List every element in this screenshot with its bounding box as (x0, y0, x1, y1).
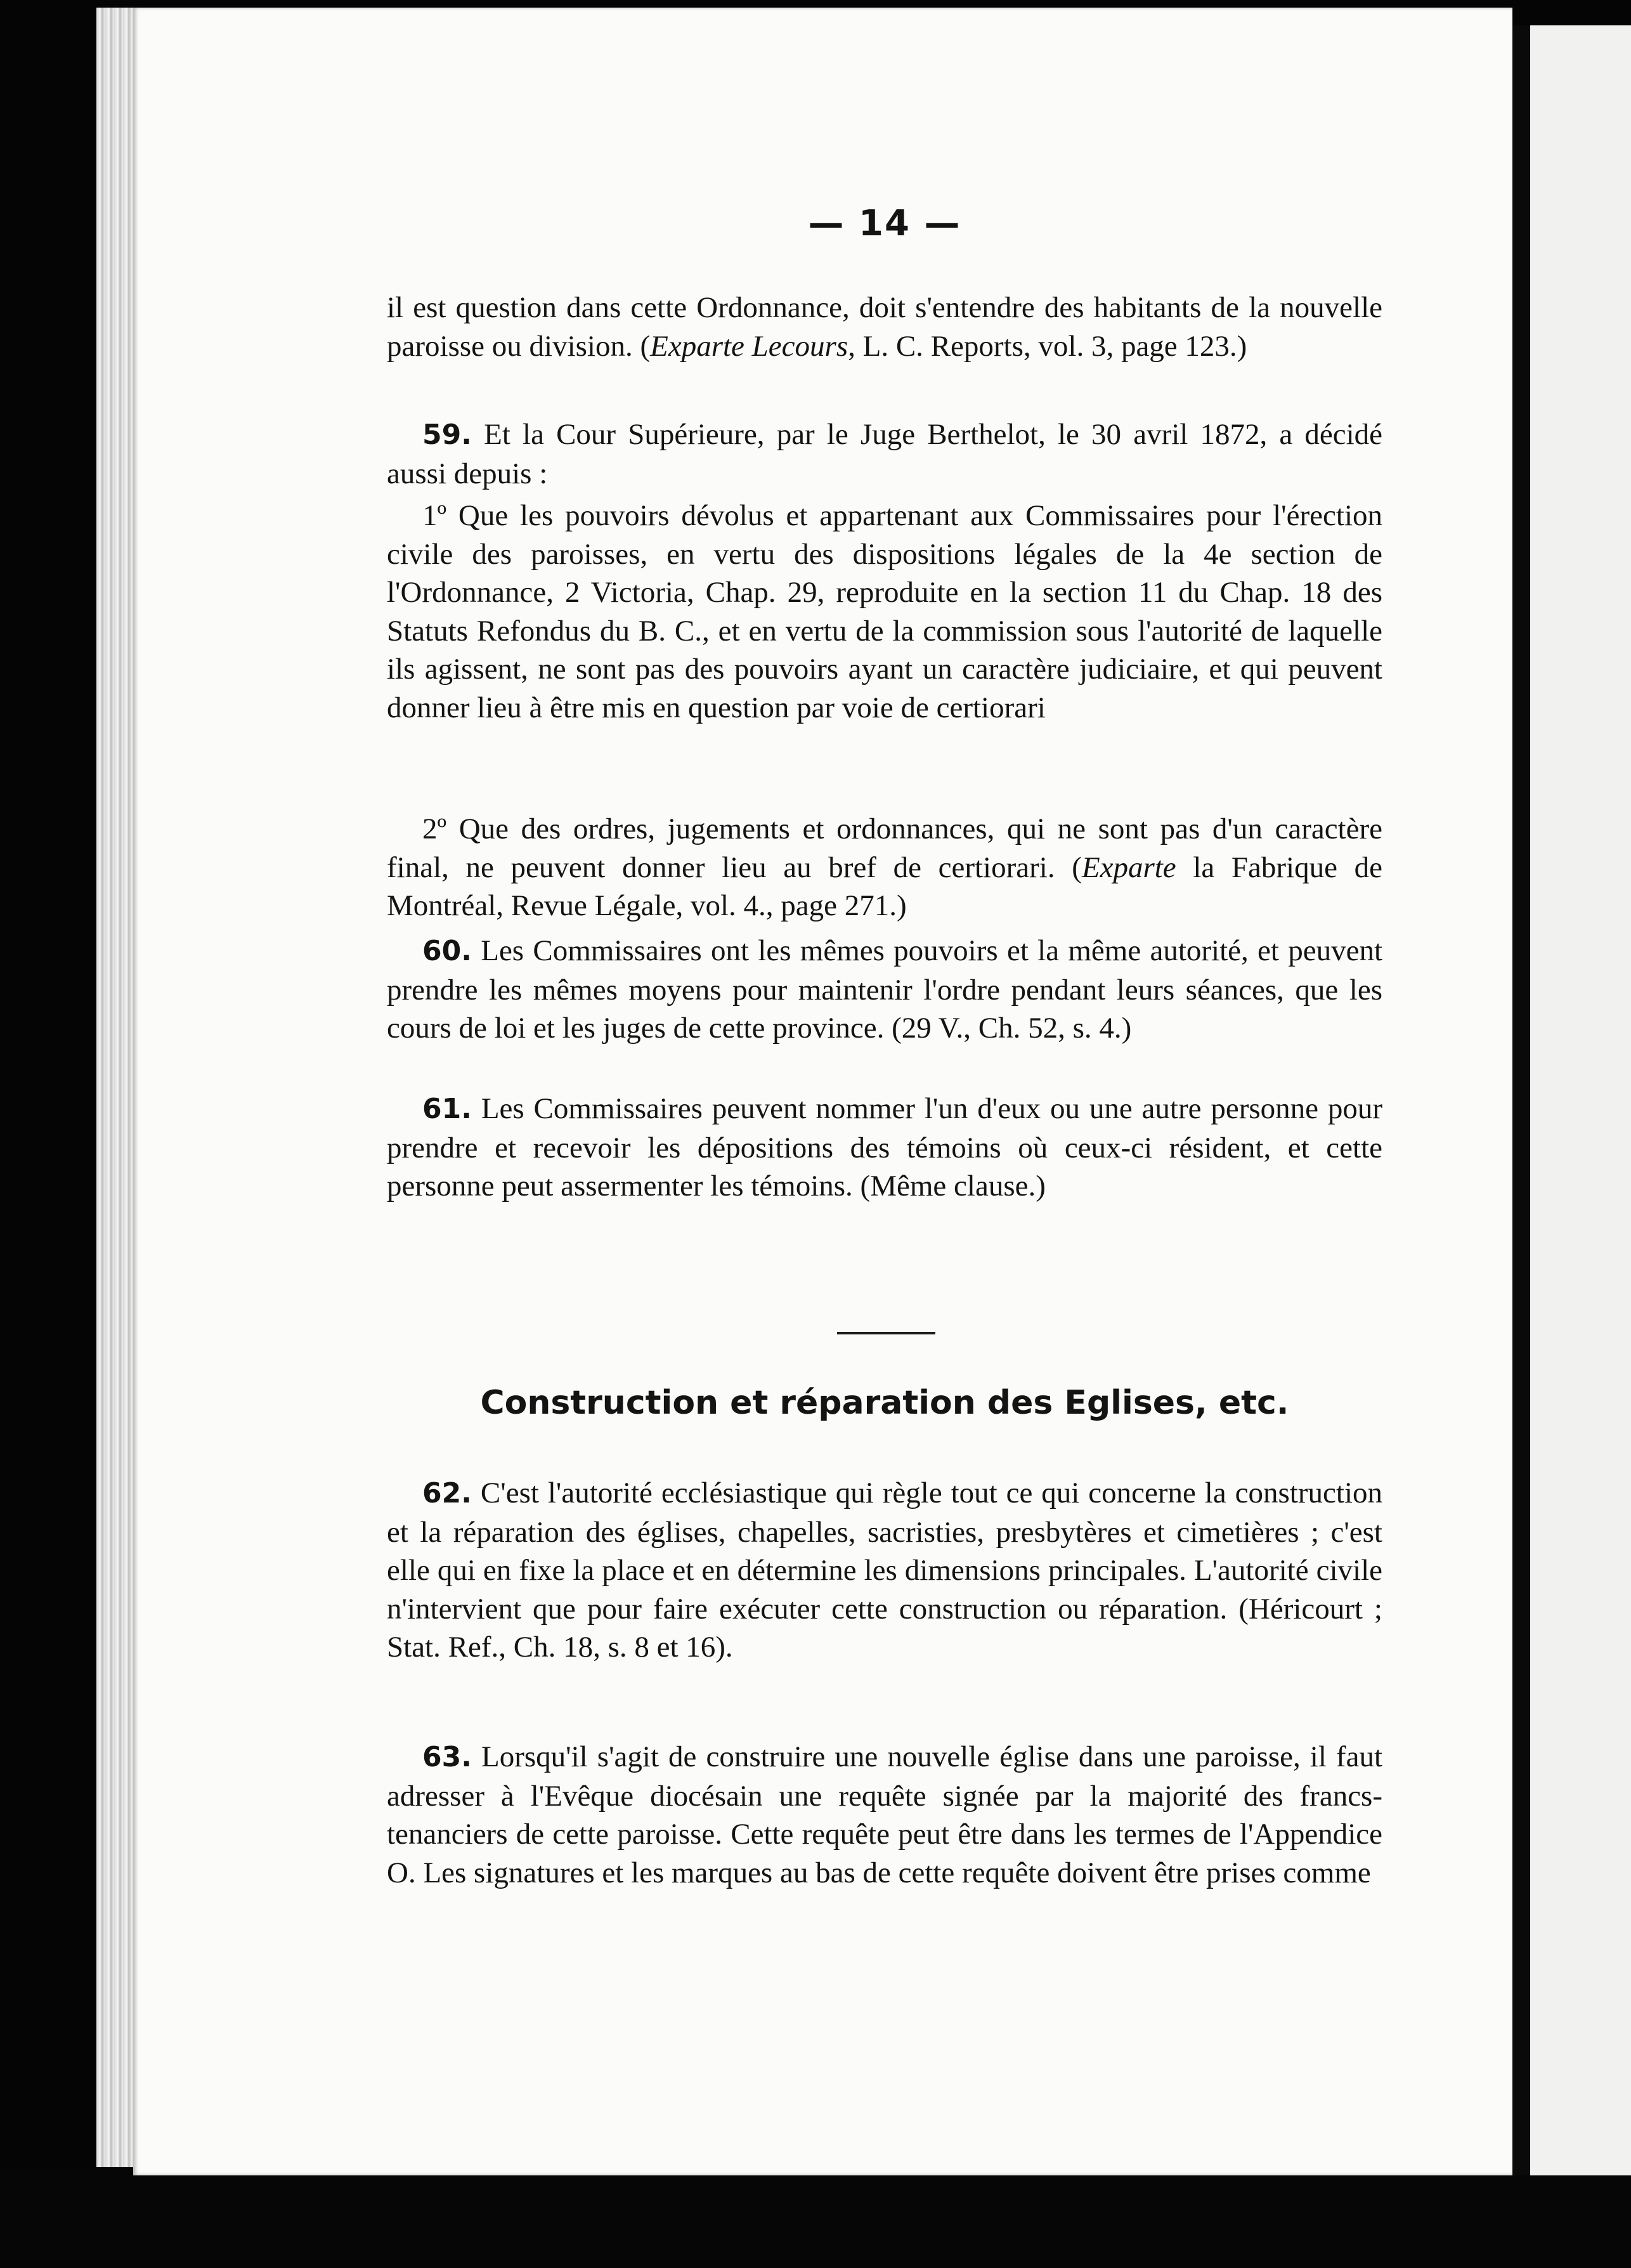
paragraph-number: 59. (422, 419, 472, 451)
paragraph-text: 1º Que les pouvoirs dévolus et appartenant aux Commissaires pour l'érection civile des paroisses, en vertu des dispositions légales de la 4e section de l'Ordonnance, 2 Victoria, Chap. 29, reproduite en la section 11 du Chap. 18 des Statuts Refondus du B. C., et en vertu de la commission sous l'autorité de laquelle ils agissent, ne sont pas des pouvoirs ayant un caractère judiciaire, et qui peuvent donner lieu à être mis en question par voie de certiorari (387, 499, 1382, 724)
paragraph-text: Les Commissaires ont les mêmes pouvoirs et la même autorité, et peuvent prendre les mêmes moyens pour maintenir l'ordre pendant leurs séances, que les cours de loi et les juges de cette province. (29 V., Ch. 52, s. 4.) (387, 934, 1382, 1045)
paragraph-61 (387, 1090, 1382, 1206)
paragraph-text: Lorsqu'il s'agit de construire une nouvelle église dans une paroisse, il faut adresser à l'Evêque diocésain une requête signée par la majorité des francs-tenanciers de cette paroisse. Cette requête peut être dans les termes de l'Appendice O. Les signatures et les marques au bas de cette requête doivent être prises comme (387, 1740, 1382, 1889)
paragraph-continuation (387, 289, 1382, 365)
paragraph-59-item-1 (387, 497, 1382, 727)
paragraph-number: 61. (422, 1093, 472, 1125)
paragraph-number: 62. (422, 1477, 472, 1509)
paragraph-number: 63. (422, 1741, 472, 1773)
paragraph-text: Les Commissaires peuvent nommer l'un d'eux ou une autre personne pour prendre et recevoir les dépositions des témoins où ceux-ci résident, et cette personne peut assermenter les témoins. (Même clause.) (387, 1092, 1383, 1202)
continuation-end: , L. C. Reports, vol. 3, page 123.) (848, 329, 1247, 363)
paragraph-62 (387, 1474, 1382, 1667)
bottom-scan-margin (0, 2175, 1631, 2268)
continuation-text: il est question dans cette Ordonnance, doit s'entendre des habitants de la nouvelle paroisse ou division. ( (387, 291, 1382, 363)
paragraph-59 (387, 415, 1382, 493)
section-heading: Construction et réparation des Eglises, etc. (480, 1384, 1289, 1422)
facing-page-edge (1512, 25, 1631, 2175)
item-2-end: la Fabrique de Montréal, Revue Légale, vol. 4., page 271.) (387, 850, 1382, 922)
paragraph-text: Et la Cour Supérieure, par le Juge Berthelot, le 30 avril 1872, a décidé aussi depuis : (387, 418, 1383, 490)
item-2-reference: Exparte (1081, 850, 1176, 884)
paragraph-text: 2º Que des ordres, jugements et ordonnances, qui ne sont pas d'un caractère final, ne peuvent donner lieu au bref de certiorari. ( (387, 812, 1382, 884)
paragraph-text: C'est l'autorité ecclésiastique qui règle tout ce qui concerne la construction et la réparation des églises, chapelles, sacristies, presbytères et cimetières ; c'est elle qui en fixe la place et en détermine les dimensions principales. L'autorité civile n'intervient que pour faire exécuter cette construction ou réparation. (Héricourt ; Stat. Ref., Ch. 18, s. 8 et 16). (387, 1476, 1382, 1664)
page-number: — 14 — (808, 203, 961, 244)
continuation-reference: Exparte Lecours (650, 329, 848, 363)
paragraph-number: 60. (422, 935, 472, 967)
section-divider (837, 1332, 935, 1334)
paragraph-63 (387, 1738, 1382, 1892)
paragraph-60 (387, 932, 1382, 1048)
paragraph-59-item-2 (387, 810, 1382, 925)
